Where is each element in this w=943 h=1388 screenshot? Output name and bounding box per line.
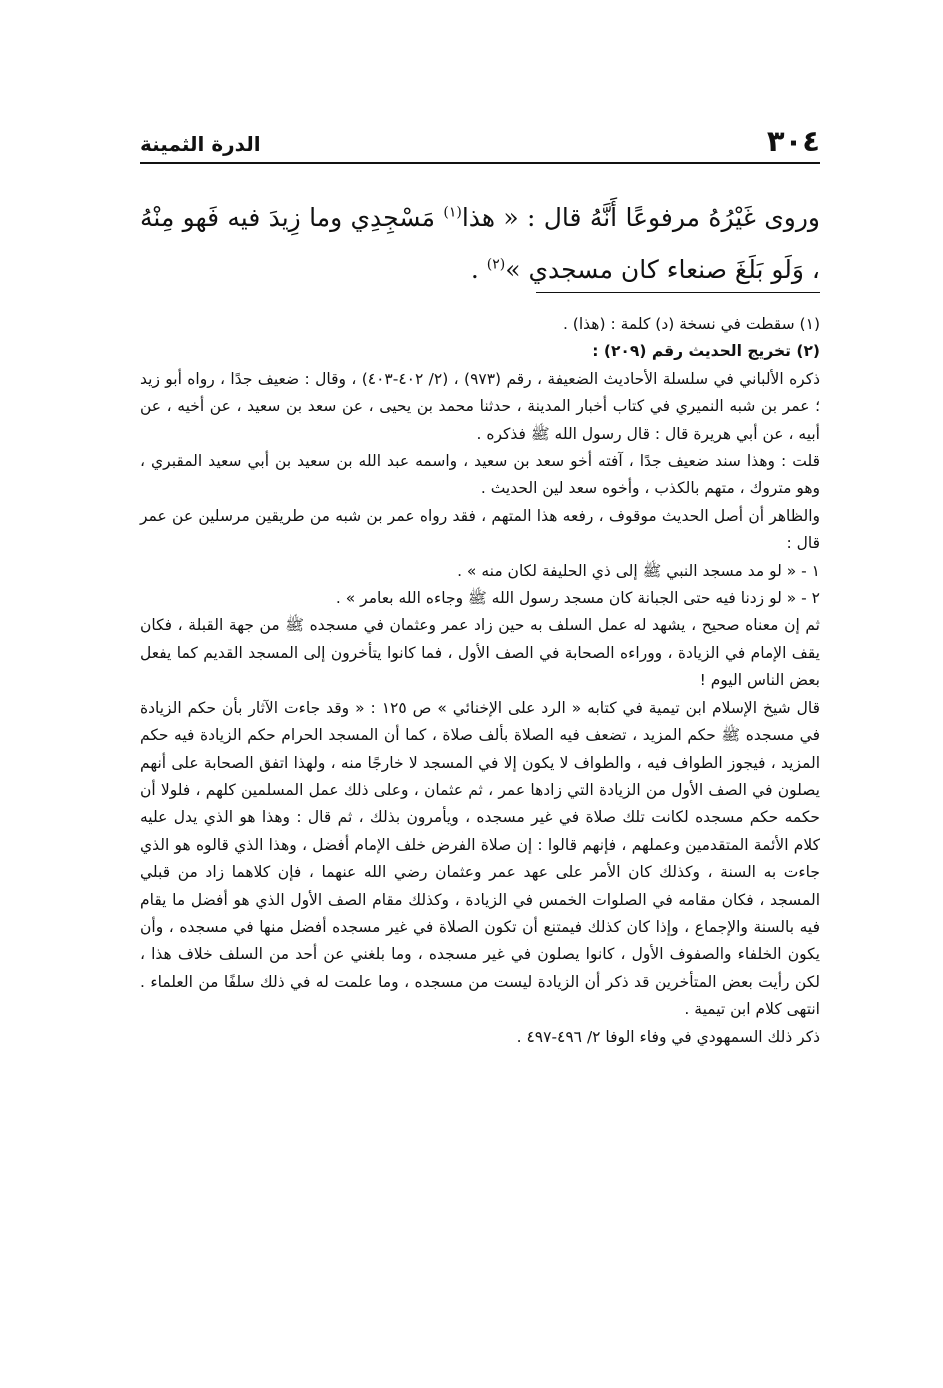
footnote-paragraph: ثم إن معناه صحيح ، يشهد له عمل السلف به حين زاد عمر وعثمان في مسجده ﷺ من جهة القبلة ، فكان يقف الإمام في الزيادة ، ووراءه الصحابة في الصف الأول ، فما كانوا يتأخرون إلى المسجد القديم كما يفعل بعض الناس اليوم !: [140, 616, 820, 690]
footnote-1: (١) سقطت في نسخة (د) كلمة : (هذا) .: [562, 315, 820, 333]
hadith-text-end: .: [470, 255, 487, 284]
footnote-rule: [536, 292, 820, 293]
footnote-paragraph: والظاهر أن أصل الحديث موقوف ، رفعه هذا المتهم ، فقد رواه عمر بن شبه من طريقين مرسلين عن عمر قال :: [140, 506, 820, 553]
header-rule: [140, 162, 820, 164]
running-title: الدرة الثمينة: [140, 132, 261, 156]
main-text: [140, 192, 820, 296]
footnote-list-item: ١ - « لو مد مسجد النبي ﷺ إلى ذي الحليفة لكان منه » .: [457, 561, 820, 580]
hadith-paragraph: [140, 192, 820, 296]
hadith-text-part1: وروى غَيْرُهُ مرفوعًا أَنَّهُ قال : « هذا: [461, 203, 820, 232]
footnote-paragraph: ذكر ذلك السمهودي في وفاء الوفا ٢/ ٤٩٦-٤٩٧ .: [516, 1027, 820, 1046]
footnote-2-heading: (٢) تخريج الحديث رقم (٢٠٩) :: [592, 342, 820, 361]
footnote-paragraph: قال شيخ الإسلام ابن تيمية في كتابه « الرد على الإخنائي » ص ١٢٥ : « وقد جاءت الآثار بأن حكم الزيادة في مسجده ﷺ حكم المزيد ، تضعف فيه الصلاة بألف صلاة ، كما أن المسجد الحرام حكم الزيادة فيه حكم المزيد ، فيجوز الطواف فيه ، والطواف لا يكون إلا في المسجد لا خارجًا منه ، ولهذا اتفق الصحابة على أنهم يصلون في الصف الأول من الزيادة التي زادها عمر ، ثم عثمان ، وعلى ذلك عمل المسلمين كلهم ، فلولا أن حكمه حكم مسجده لكانت تلك صلاة في غير مسجده ، ويأمرون بذلك ، ثم قال : وهذا هو الذي يدل عليه كلام الأئمة المتقدمين وعملهم ، فإنهم قالوا : إن صلاة الفرض خلف الإمام أفضل ، وهذا الذي قالوه هو الذي جاءت به السنة ، وكذلك كان الأمر على عهد عمر وعثمان رضي الله عنهما ، فإن كلاهما زاد من قبلي المسجد ، فكان مقامه في الصلوات الخمس في الزيادة ، وكذلك مقام الصف الأول الذي هو أفضل ما يقام فيه بالسنة والإجماع ، وإذا كان كذلك فيمتنع أن تكون الصلاة في غير مسجده أفضل منها في مسجده ، وأن يكون الخلفاء والصفوف الأول ، كانوا يصلون في غير مسجده ، وما بلغني عن أحد من السلف خلاف هذا ، لكن رأيت بعض المتأخرين قد ذكر أن الزيادة ليست من مسجده ، وما علمت له في ذلك سلفًا من العلماء . انتهى كلام ابن تيمية .: [140, 698, 820, 1019]
footnote-ref-1[interactable]: (١): [443, 204, 462, 221]
footnote-ref-2[interactable]: (٢): [486, 256, 506, 273]
page-number: ٣٠٤: [766, 124, 820, 158]
page-header: [140, 122, 820, 158]
footnotes: [140, 311, 820, 1051]
footnote-paragraph: قلت : وهذا سند ضعيف جدًا ، آفته أخو سعد بن سعيد ، واسمه عبد الله بن سعيد بن أبي سعيد المقبري ، وهو متروك ، متهم بالكذب ، وأخوه سعد لين الحديث .: [140, 452, 820, 498]
footnote-paragraph: ذكره الألباني في سلسلة الأحاديث الضعيفة ، رقم (٩٧٣) ، (٢/ ٤٠٢-٤٠٣) ، وقال : ضعيف جدًا ، رواه أبو زيد ؛ عمر بن شبه النميري في كتاب أخبار المدينة ، حدثنا محمد بن يحيى ، عن سعد بن سعيد ، عن أخيه ، عن أبيه ، عن أبي هريرة قال : قال رسول الله ﷺ فذكره .: [140, 369, 821, 443]
hadith-text-part2: مَسْجِدِي وما زِيدَ فيه فَهو مِنْهُ ، وَلَو بَلَغَ صنعاء كان مسجدي »: [140, 203, 820, 284]
footnote-list-item: ٢ - « لو زدنا فيه حتى الجبانة كان مسجد رسول الله ﷺ وجاءه الله بعامر » .: [335, 589, 820, 608]
